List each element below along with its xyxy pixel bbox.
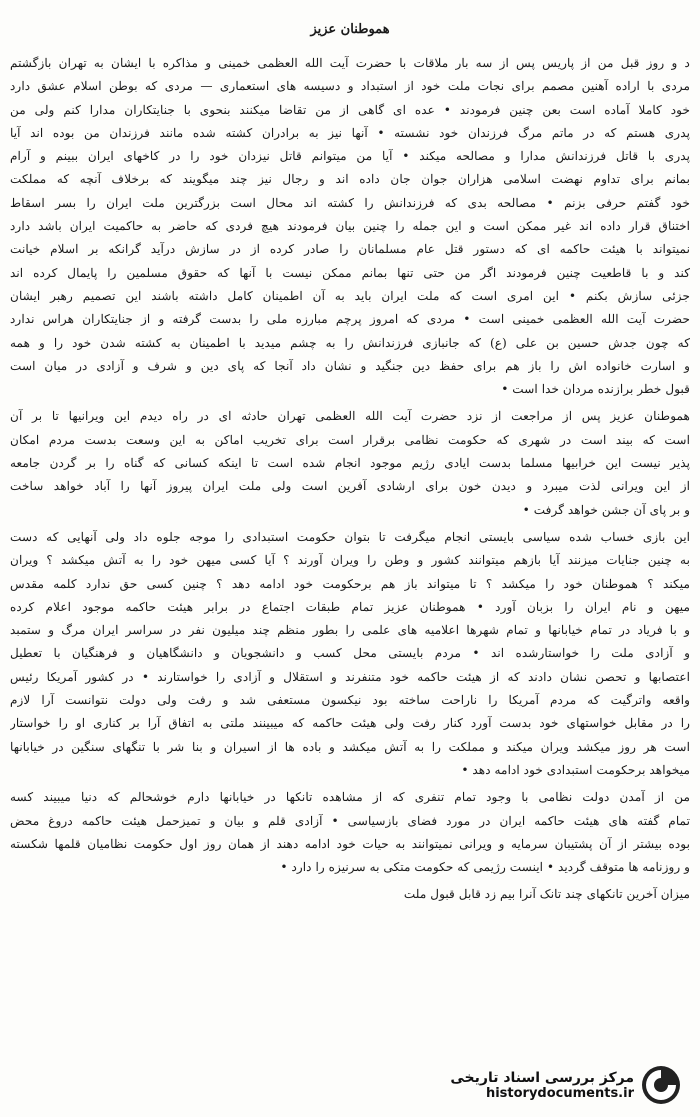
text-line: پدری با قاتل فرزندانش مدارا و مصالحه میکند • آیا من میتوانم قاتل نیزدان خود را در کاخهای ایران ببینم و آرام bbox=[10, 149, 690, 164]
text-line: و اسارت خانواده اش را باز هم برای حفظ دین جنگید و نشان داد آنجا که پای دین و شرف و آزادی در میان است bbox=[10, 358, 690, 373]
text-line: خود گفتم حرفی بزنم • مصالحه بدی که فرزندانش را کشته اند محال است بزرگترین ملت ایران را بسر اسقاط bbox=[10, 195, 690, 210]
text-line: و آزادی ملت را خواستارشده اند • مردم بایستی محل کسب و دانشجویان و دانشگاهیان و فرهنگیان با تعطیل bbox=[10, 646, 690, 661]
text-line: من از آمدن دولت نظامی با وجود تمام تنفری که از مشاهده تانکها در خیابانها دارم خوشحالم که دنیا میبیند کسه bbox=[10, 790, 690, 805]
text-line: است که بیند است در شهری که حکومت نظامی برقرار است برای تخریب اماکن به این وسعت بدست مردم امکان bbox=[10, 432, 690, 447]
text-line: و روزنامه ها متوقف گردید • اینست رژیمی که حکومت متکی به سرنیزه را دارد • bbox=[280, 860, 690, 875]
text-line: کند و با قاطعیت چنین فرمودند اگر من حتی تنها بمانم ممکن نیست با آنها که حقوق مسلمین را پایمال کرده اند bbox=[10, 265, 690, 280]
text-line: را در مقابل خواستهای خود بدست آورد کنار رفت ولی هیئت حاکمه که میبینند ملتی به اتفاق آرا بر کناری او را خواستار bbox=[10, 716, 690, 731]
text-line: میخواهد برحکومت استبدادی خود ادامه دهد • bbox=[461, 762, 690, 777]
text-line: اختناق قرار داده اند غیر ممکن است و این جمله را چنین بیان فرمودند هیچ فردی که حاضر به حاکمیت ایران باشد دارد bbox=[10, 219, 690, 234]
text-line: به چنین جنایات میزنند آیا بازهم میتوانند کشور و وطن را ویران آورند ؟ آیا کسی میهن خود را به آتش میکشد ؟ ویران bbox=[10, 553, 690, 568]
text-line: و با فریاد در تمام خیابانها و تمام شهرها اعلامیه های علمی را بطور منظم چند میلیون نفر در سراسر ایران مرگ و ستمبد bbox=[10, 623, 690, 638]
text-line: د و روز قبل من از پاریس پس از سه بار ملاقات با حضرت آیت الله العظمی خمینی و مذاکره با ایشان به تهران بازگشتم bbox=[10, 56, 690, 70]
archive-logo-icon bbox=[640, 1064, 682, 1106]
watermark-text bbox=[450, 1070, 634, 1101]
text-line: تمام گفته های هیئت حاکمه ایران در مورد فضای بازسیاسی • آزادی قلم و بیان و تمیزحمل هیئت حاکمه دروغ محض bbox=[10, 813, 690, 828]
text-line: واقعه واترگیت که مردم آمریکا را ناراحت ساخته بود نیکسون مستعفی شد و رفت ولی دولت نتوانست آرا لازم bbox=[10, 693, 690, 708]
text-line: که چون جدش حسین بن علی (ع) که جانبازی فرزندانش را به چشم میدید با اطمینان به کشته شدن خود را و همه bbox=[10, 335, 690, 350]
text-line: میهن و نام ایران را بزبان آورد • هموطنان عزیز تمام طبقات اجتماع در برابر هیئت حاکمه موجود اعلام کرده bbox=[10, 599, 690, 614]
watermark-url: historydocuments.ir bbox=[485, 1085, 634, 1101]
archive-watermark bbox=[412, 1061, 682, 1109]
document-header: هموطنان عزیز bbox=[310, 22, 390, 37]
text-line: میزان آخرین تانکهای چند تانک آنرا بیم زد قابل قبول ملت bbox=[403, 887, 690, 902]
text-line: مردی با اراده آهنین مصمم برای نجات ملت خود از استبداد و دسیسه های استعماری — مردی که بوطن اسلام عشق دارد bbox=[10, 79, 690, 94]
text-line: میکند ؟ هموطنان خود را میکشد ؟ تا میتواند باز هم برحکومت خود ادامه دهد ؟ چنین کسی حق ندارد کلمه مقدس bbox=[10, 576, 690, 591]
text-line: اعتصابها و تحصن نشان دادند که از هیئت حاکمه خود متنفرند و استقلال و آزادی را خواستارند • در کشور آمریکا رئیس bbox=[10, 669, 690, 684]
text-line: جزئی سازش بکنم • این امری است که ملت ایران باید به آن اطمینان کامل داشته باشند این تصمیم رهبر ایشان bbox=[10, 288, 690, 303]
text-line: حضرت آیت الله العظمی خمینی است • مردی که امروز پرچم مبارزه ملی را بدست گرفته و از جنایتکاران هراس ندارد bbox=[10, 312, 690, 327]
text-line: از این ویرانی لذت میبرد و دیدن خون برای ارشادی آفرین است ولی ملت ایران پیروز آنها را آباد خواهد ساخت bbox=[10, 479, 690, 494]
text-line: قبول خطر برازنده مردان خدا است • bbox=[501, 382, 690, 397]
text-line: خود کاملا آماده است بعن چنین فرمودند • عده ای گاهی از من تقاضا میکنند بنحوی با جنایتکاران مدارا کنم ولی من bbox=[10, 102, 690, 117]
text-line: هموطنان عزیز پس از مراجعت از نزد حضرت آیت الله العظمی تهران حادثه ای در راه دیدم این ویرانیها تا بر آن bbox=[10, 409, 690, 424]
text-line: بمانم برای تداوم نهضت اسلامی هزاران جوان جان داده اند و رجال نیز چند میگویند که برخلاف آنچه که مملکت bbox=[10, 172, 690, 187]
text-line: این بازی خساب شده سیاسی بایستی انجام میگرفت تا بتوان حکومت استبدادی را موجه جلوه داد ولی آنهایی که دست bbox=[10, 529, 690, 544]
text-line: نمیتواند با هیئت حاکمه ای که دستور قتل عام مسلمانان را صادر کرده از در سازش درآید گرانکه بر اسلام خیانت bbox=[10, 242, 690, 257]
text-line: بوده بیشتر از آن پشتیبان سرمایه و ویرانی نمیتوانند به حیات خود ادامه دهند از همان روز اول حکومت نظامیان قلمها شکسته bbox=[10, 836, 690, 851]
document-body bbox=[10, 52, 690, 907]
text-line: پذیر نیست این خرابیها مسلما بدست ایادی رژیم موجود انجام شده است تا اینکه کسانی که گناه را بر گردن جامعه bbox=[10, 456, 690, 471]
watermark-name: مرکز بررسی اسناد تاریخی bbox=[450, 1069, 634, 1086]
text-line: پدری هستم که در ماتم مرگ فرزندان خود نشسته • آنها نیز به برادران کشته شده مانند فرزندان من بوده اند آیا bbox=[10, 125, 690, 140]
text-line: است هر روز میکشد ویران میکند و مملکت را به آتش میکشد و باده ها از اسیران و بنا شر با تنگهای سنگین در خیابانها bbox=[10, 739, 690, 754]
text-line: و بر پای آن جشن خواهد گرفت • bbox=[522, 502, 690, 517]
